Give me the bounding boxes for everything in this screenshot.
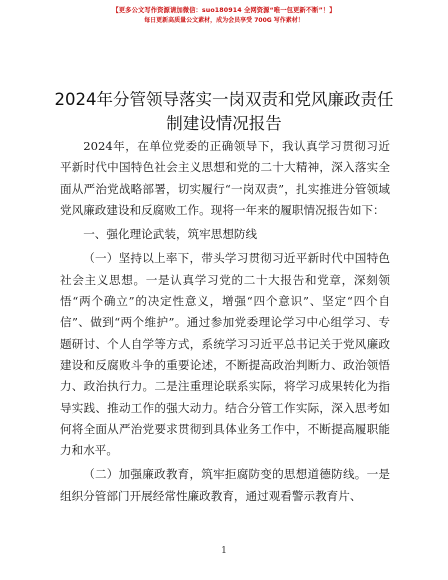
promo-banner-line-2: 每日更新高质量公文素材，成为会员享受 700G 写作素材！: [144, 17, 304, 24]
document-body: [60, 136, 390, 507]
intro-paragraph: 2024年，在单位党委的正确领导下，我认真学习贯彻习近平新时代中国特色社会主义思想和党的二十大精神，深入落实全面从严治党战略部署，切实履行“一岗双责”，扎实推进分管领域党风廉政建设和反腐败工作。现将一年来的履职情况报告如下：: [60, 139, 390, 217]
document-title-line-1: 2024年分管领导落实一岗双责和党风廉政责任: [54, 90, 394, 109]
body-paragraph: （一）坚持以上率下，带头学习贯彻习近平新时代中国特色社会主义思想。一是认真学习党的二十大报告和党章，深刻领悟“两个确立”的决定性意义，增强“四个意识”、坚定“四个自信”、做到“两个维护”。通过参加党委理论学习中心组学习、专题研讨、个人自学等方式，系统学习习近平总书记关于党风廉政建设和反腐败斗争的重要论述，不断提高政治判断力、政治领悟力、政治执行力。二是注重理论联系实际，将学习成果转化为指导实践、推动工作的强大动力。结合分管工作实际，深入思考如何将全面从严治党要求贯彻到具体业务工作中，不断提高履职能力和水平。: [60, 251, 390, 458]
document-title: [40, 88, 408, 136]
body-paragraph: （二）加强廉政教育，筑牢拒腐防变的思想道德防线。一是组织分管部门开展经常性廉政教育，通过观看警示教育片、: [60, 467, 390, 503]
section-heading: 一、强化理论武装，筑牢思想防线: [83, 227, 258, 242]
promo-banner-line-1: 【更多公文写作资源请加微信：suo180914 全网资源“唯一包更新不断”！】: [112, 7, 336, 14]
promo-banner: [0, 6, 448, 26]
document-title-line-2: 制建设情况报告: [166, 114, 282, 133]
page-number: 1: [221, 546, 227, 556]
